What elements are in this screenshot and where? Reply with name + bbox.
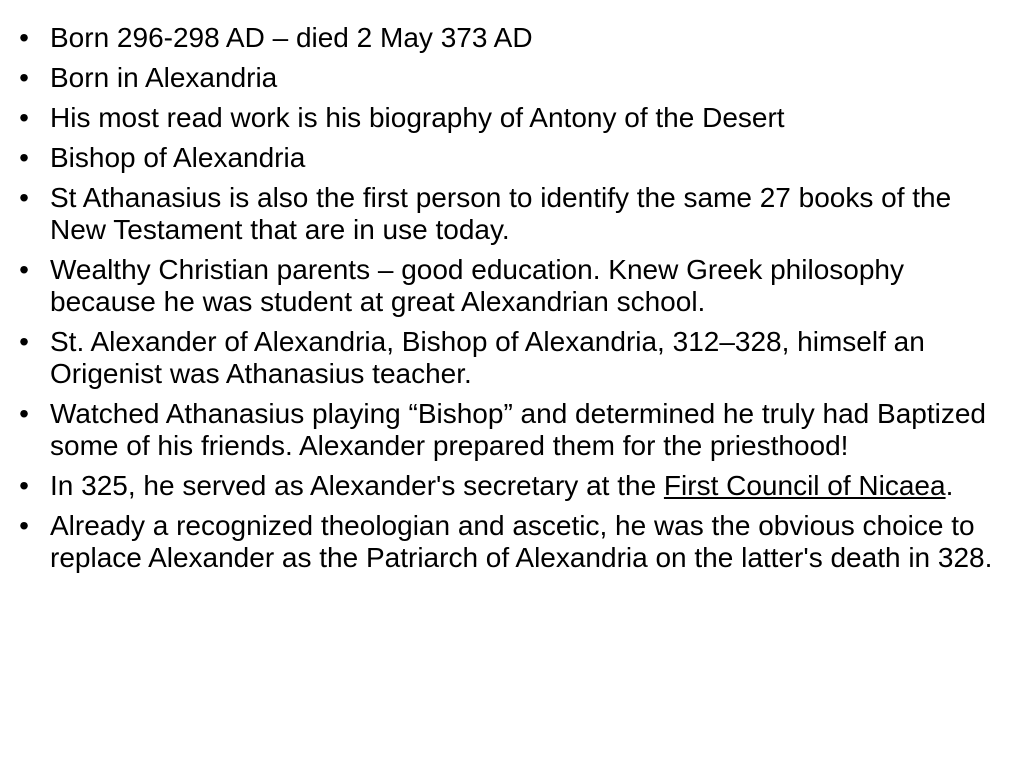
bullet-text: St. Alexander of Alexandria, Bishop of Alexandria, 312–328, himself an Origenist was Athanasius teacher.: [50, 326, 925, 389]
bullet-item-education: [14, 254, 1014, 318]
bullet-list: [14, 22, 1014, 582]
bullet-item-most-read-work: [14, 102, 1014, 134]
bullet-text: His most read work is his biography of Antony of the Desert: [50, 102, 785, 133]
bullet-text: Bishop of Alexandria: [50, 142, 306, 173]
bullet-icon: •: [19, 398, 29, 429]
bullet-item-birthplace: [14, 62, 1014, 94]
bullet-icon: •: [19, 254, 29, 285]
bullet-icon: •: [19, 102, 29, 133]
bullet-icon: •: [19, 470, 29, 501]
bullet-text: Born 296-298 AD – died 2 May 373 AD: [50, 22, 533, 53]
bullet-item-playing-bishop: [14, 398, 1014, 462]
bullet-icon: •: [19, 510, 29, 541]
bullet-item-secretary: [14, 470, 1014, 502]
bullet-item-patriarch: [14, 510, 1014, 574]
first-council-of-nicaea-link[interactable]: First Council of Nicaea: [663, 470, 946, 501]
bullet-text-after-link: .: [945, 470, 954, 501]
bullet-item-birth-death: [14, 22, 1014, 54]
bullet-icon: •: [19, 182, 29, 213]
bullet-text: Watched Athanasius playing “Bishop” and determined he truly had Baptized some of his friends. Alexander prepared them for the priesthood!: [50, 398, 986, 461]
bullet-text: Already a recognized theologian and ascetic, he was the obvious choice to replace Alexander as the Patriarch of Alexandria on the latter's death in 328.: [50, 510, 993, 573]
bullet-item-bishop: [14, 142, 1014, 174]
bullet-item-teacher: [14, 326, 1014, 390]
bullet-icon: •: [19, 62, 29, 93]
bullet-icon: •: [19, 22, 29, 53]
bullet-icon: •: [19, 142, 29, 173]
bullet-text: Born in Alexandria: [50, 62, 278, 93]
bullet-icon: •: [19, 326, 29, 357]
bullet-text-before-link: In 325, he served as Alexander's secretary at the: [50, 470, 664, 501]
bullet-item-new-testament: [14, 182, 1014, 246]
bullet-text: Wealthy Christian parents – good education. Knew Greek philosophy because he was student at great Alexandrian school.: [50, 254, 904, 317]
bullet-text: St Athanasius is also the first person to identify the same 27 books of the New Testament that are in use today.: [50, 182, 952, 245]
